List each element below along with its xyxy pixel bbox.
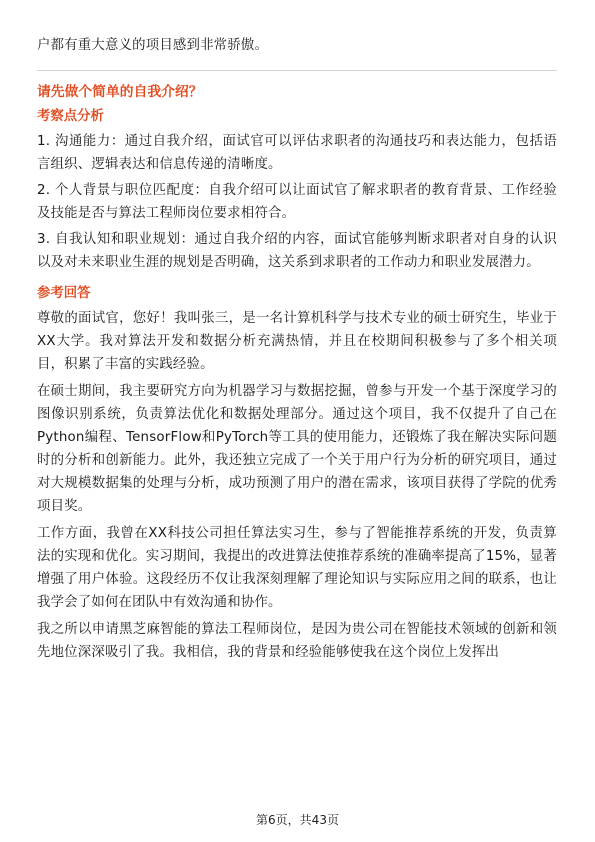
continued-paragraph: 户都有重大意义的项目感到非常骄傲。 [37, 38, 269, 53]
analysis-heading: 考察点分析 [37, 109, 104, 124]
answer-heading: 参考回答 [37, 286, 91, 301]
answer-paragraph: 工作方面，我曾在XX科技公司担任算法实习生，参与了智能推荐系统的开发，负责算法的实现和优化。实习期间，我提出的改进算法使推荐系统的准确率提高了15%，显著增强了用户体验。这段经历不仅让我深刻理解了理论知识与实际应用之间的联系，也让我学会了如何在团队中有效沟通和协作。 [37, 526, 557, 610]
analysis-point: 2. 个人背景与职位匹配度：自我介绍可以让面试官了解求职者的教育背景、工作经验及技能是否与算法工程师岗位要求相符合。 [37, 183, 557, 221]
section-divider [37, 70, 557, 71]
question-heading: 请先做个简单的自我介绍？ [37, 84, 203, 100]
answer-paragraph: 在硕士期间，我主要研究方向为机器学习与数据挖掘，曾参与开发一个基于深度学习的图像识别系统，负责算法优化和数据处理部分。通过这个项目，我不仅提升了自己在Python编程、TensorFlow和PyTorch等工具的使用能力，还锻炼了我在解决实际问题时的分析和创新能力。此外，我还独立完成了一个关于用户行为分析的研究项目，通过对大规模数据集的处理与分析，成功预测了用户的潜在需求，该项目获得了学院的优秀项目奖。 [37, 384, 557, 514]
answer-paragraph: 我之所以申请黑芝麻智能的算法工程师岗位，是因为贵公司在智能技术领域的创新和领先地位深深吸引了我。我相信，我的背景和经验能够使我在这个岗位上发挥出 [37, 622, 557, 660]
analysis-point: 3. 自我认知和职业规划：通过自我介绍的内容，面试官能够判断求职者对自身的认识以及对未来职业生涯的规划是否明确，这关系到求职者的工作动力和职业发展潜力。 [37, 232, 557, 270]
page-number: 第6页，共43页 [256, 813, 339, 827]
answer-paragraph: 尊敬的面试官，您好！我叫张三，是一名计算机科学与技术专业的硕士研究生，毕业于XX大学。我对算法开发和数据分析充满热情，并且在校期间积极参与了多个相关项目，积累了丰富的实践经验。 [37, 311, 557, 372]
page-content [37, 34, 557, 668]
reference-answer [37, 307, 557, 664]
analysis-point: 1. 沟通能力：通过自我介绍，面试官可以评估求职者的沟通技巧和表达能力，包括语言组织、逻辑表达和信息传递的清晰度。 [37, 134, 557, 172]
analysis-points [37, 130, 557, 274]
